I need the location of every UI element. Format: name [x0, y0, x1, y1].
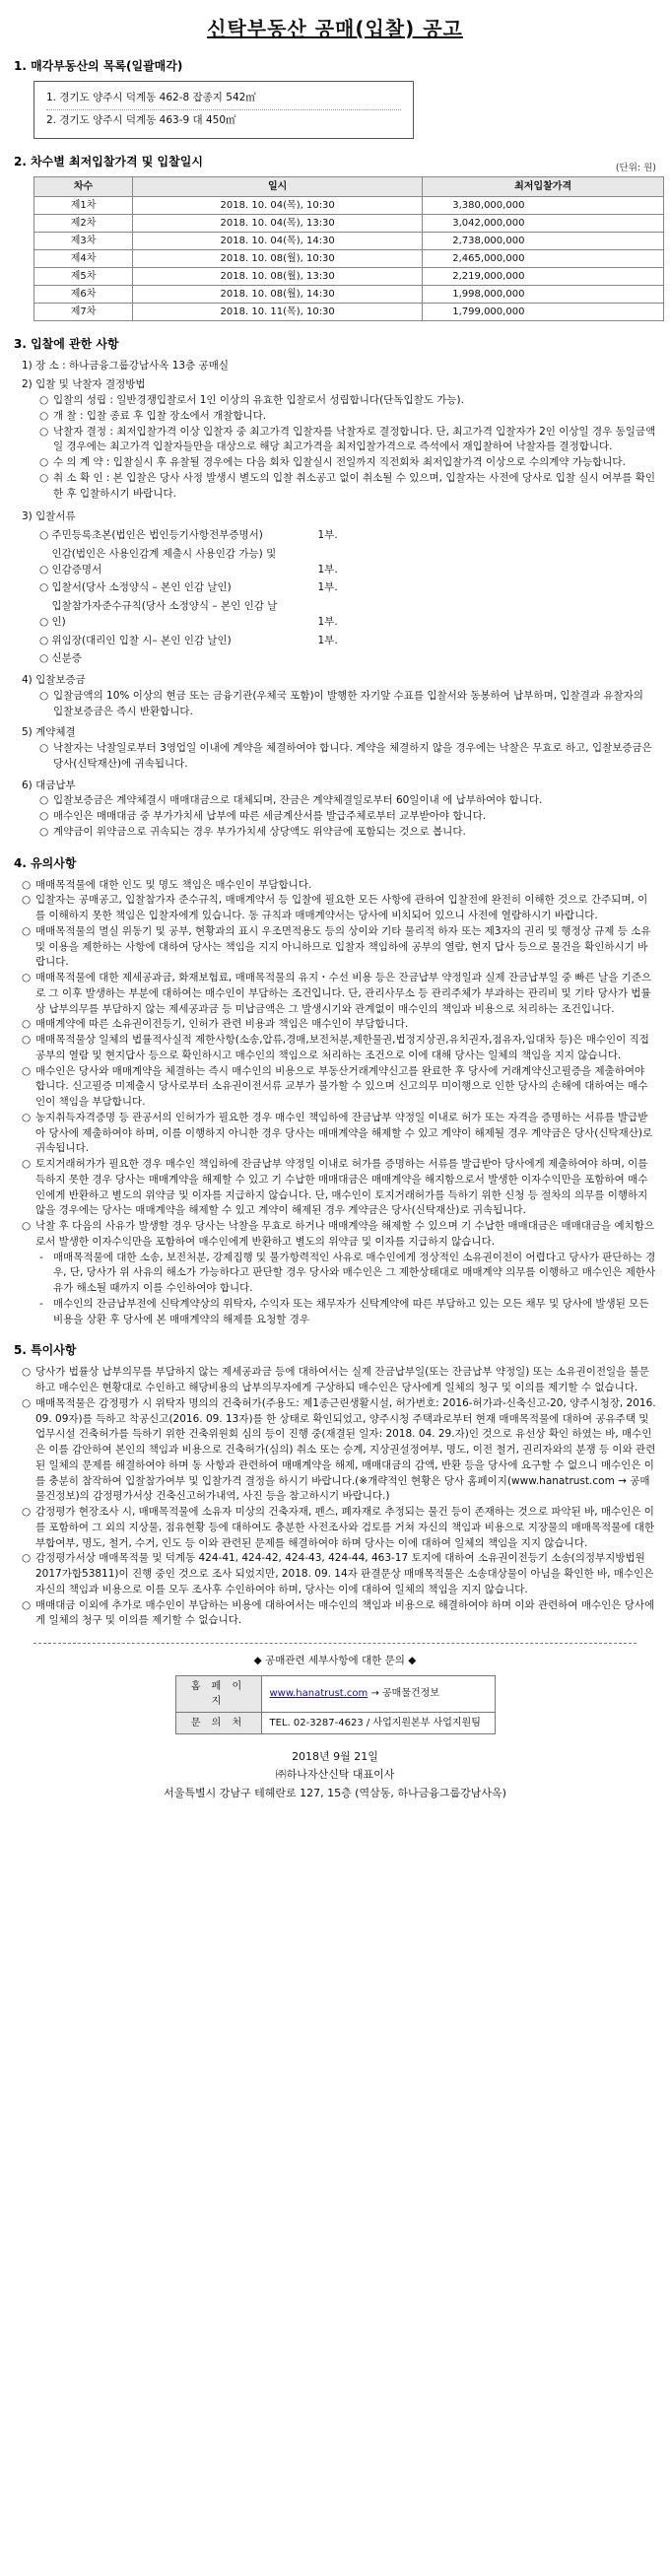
document-count: 1부. [317, 581, 338, 594]
document-name: 인감(법인은 사용인감계 제출시 사용인감 가능) 및 인감증명서 [51, 547, 277, 576]
document-item [39, 651, 656, 667]
document-name: 입찰서(당사 소정양식 – 본인 인감 날인) [51, 581, 232, 594]
table-cell: 2018. 10. 08(월), 13:30 [133, 267, 423, 285]
note-item [22, 893, 656, 924]
special-item-text: 감정평가서상 매매목적물 및 덕계동 424-41, 424-42, 424-43, 424-44, 463-17 토지에 대하여 소유권이전등기 소송(의정부지방법원 2017가합53811)이 진행 중인 것으로 조사 되었지만, 2018. 09. 14자 판결문상 매매목적물은 소송대상물이 아님을 확인한 바, 매수인은 자신의 책임과 비용으로 이를 모두 조사후 수인하여야 하며, 당사는 이에 대하여 일체의 책임을 지지 않습니다. [35, 1552, 654, 1595]
payment-heading: 6) 대금납부 [22, 779, 76, 791]
bullet-marker: ○ [39, 471, 49, 484]
bullet-marker: ○ [39, 581, 52, 594]
note-item [22, 1017, 656, 1033]
notes-sublist [39, 1251, 656, 1328]
method-item [39, 471, 656, 503]
document-name: 주민등록초본(법인은 법인등기사항전부증명서) [51, 529, 263, 541]
document-name: 위임장(대리인 입찰 시– 본인 인감 날인) [51, 634, 232, 646]
special-item-text: 매매대금 이외에 추가로 매수인이 부담하는 비용에 대하여서는 매수인의 책임과 비용으로 해결하여야 하며 이와 관련하여 매수인은 당사에게 일체의 청구 및 이의를 제기할 수 없습니다. [35, 1598, 655, 1627]
section-2-heading: 2. 차수별 최저입찰가격 및 입찰일시 [14, 154, 203, 169]
document-count: 1부. [317, 634, 338, 646]
special-item [22, 1598, 656, 1630]
payment-item [39, 809, 656, 825]
bullet-marker: ○ [22, 1552, 32, 1565]
note-item-text: 농지취득자격증명 등 관공서의 인허가가 필요한 경우 매수인 책임하에 잔금납부 약정일 이내로 허가 또는 자격을 증명하는 서류를 발급받아 당사에 제출하여야 하며, 이를 이행하지 아니한 경우 당사는 매매계약을 해제할 수 있고 계약이 해제될 경우 계약금은 당사(신탁재산)로 귀속됩니다. [35, 1111, 653, 1155]
note-subitem [39, 1251, 656, 1297]
note-item [22, 1111, 656, 1157]
note-item-text: 낙찰 후 다음의 사유가 발생할 경우 당사는 낙찰을 무효로 하거나 매매계약을 해제할 수 있으며 기 수납한 매매대금은 매매대금을 예치함으로서 발생한 이자수익만을 포함하여 매수인에게 반환하고 별도의 위약금 및 이자를 지급하지 않습니다. [35, 1220, 655, 1248]
method-item-text: 취 소 확 인 : 본 입찰은 당사 사정 발생시 별도의 입찰 취소공고 없이 취소될 수 있으며, 입찰자는 사전에 당사로 입찰 실시 여부를 확인한 후 입찰하시기 바랍니다. [53, 471, 656, 500]
property-item: 1. 경기도 양주시 덕계동 462-8 잡종지 542㎡ [46, 92, 256, 103]
table-cell: 2018. 10. 04(목), 10:30 [133, 196, 423, 214]
bullet-marker: ○ [22, 1034, 32, 1046]
note-item-text: 매매계약에 따른 소유권이전등기, 인허가 관련 비용과 책임은 매수인이 부담합니다. [35, 1018, 409, 1031]
table-row [34, 214, 664, 232]
contract-heading: 5) 계약체결 [22, 726, 76, 739]
bullet-marker: ○ [22, 894, 32, 907]
document-item [39, 528, 656, 544]
inquiry-value: TEL. 02-3287-4623 / 사업지원본부 사업지원팀 [261, 1712, 495, 1733]
deposit-item [39, 689, 656, 720]
table-cell: 1,799,000,000 [423, 303, 664, 320]
special-item [22, 1551, 656, 1597]
note-subitem-text: 매수인의 잔금납부전에 신탁계약상의 위탁자, 수익자 또는 채무자가 신탁계약에 따른 부담하고 있는 모든 채무 및 당사에 발생된 모든 비용을 상환 후 당사에 본 매매계약의 해제를 요청할 경우 [53, 1297, 649, 1325]
bullet-marker: - [39, 1251, 43, 1263]
bullet-marker: ○ [39, 689, 49, 702]
note-item-text: 매매목적물에 대한 인도 및 명도 책임은 매수인이 부담합니다. [35, 878, 312, 891]
note-item [22, 924, 656, 971]
bullet-marker: ○ [39, 652, 52, 665]
payment-item [39, 793, 656, 809]
column-header: 차수 [34, 176, 133, 196]
note-item [22, 878, 656, 894]
notice-date: 2018년 9월 21일 [292, 1749, 378, 1763]
bullet-marker: ○ [22, 1220, 32, 1232]
note-subitem [39, 1297, 656, 1328]
method-item-text: 낙찰자 결정 : 최저입찰가격 이상 입찰자 중 최고가격 입찰자를 낙찰자로 결정합니다. 단, 최고가격 입찰자가 2인 이상일 경우 동일금액일 경우에는 최고가격 입찰자들만을 대상으로 해당 최고가격을 최저입찰가격으로 즉석에서 재입찰하여 낙찰자를 결정합니다. [53, 425, 656, 453]
property-list [34, 81, 414, 139]
document-name: 신분증 [51, 652, 82, 665]
contract-list [39, 741, 656, 773]
document-item [39, 634, 656, 649]
note-item-text: 매매목적물에 대한 제세공과금, 화재보험료, 매매목적물의 유지・수선 비용 등은 잔금납부 약정일과 실제 잔금납부일 중 빠른 날을 기준으로 그 이후 발생하는 부분에 대하여는 매수인이 부담하는 조건입니다. 단, 관리사무소 등 관리주체가 부과하는 관리비 및 기타 당사가 법률상 납부의무를 부담하지 않는 제세공과금 등 미납금액은 그 발생시기와 관계없이 매수인의 책임과 비용으로 처리하는 조건입니다. [35, 972, 652, 1015]
table-row [34, 267, 664, 285]
method-item [39, 409, 656, 425]
homepage-link[interactable]: www.hanatrust.com [269, 1688, 368, 1700]
note-item [22, 971, 656, 1017]
bullet-marker: ○ [22, 1506, 32, 1518]
bullet-marker: ○ [39, 615, 52, 628]
document-item [39, 547, 656, 578]
payment-item-text: 입찰보증금은 계약체결시 매매대금으로 대체되며, 잔금은 계약체결일로부터 60일이내 에 납부하여야 합니다. [53, 794, 543, 807]
homepage-label: 홈 페 이 지 [175, 1675, 261, 1712]
bullet-marker: ○ [22, 972, 32, 983]
bullet-marker: ○ [39, 456, 49, 468]
table-cell: 제5차 [34, 267, 133, 285]
deposit-heading: 4) 입찰보증금 [22, 674, 86, 686]
note-item [22, 1157, 656, 1219]
method-item-text: 수 의 계 약 : 입찰실시 후 유찰될 경우에는 다음 회차 입찰실시 전일까지 직전회차 최저입찰가격 이상으로 수의계약 가능합니다. [53, 456, 626, 468]
note-item-text: 토지거래허가가 필요한 경우 매수인 책임하에 잔금납부 약정일 이내로 허가를 증명하는 서류를 발급받아 당사에게 제출하여야 하며, 이를 득하지 못한 경우 당사는 매매계약을 해제할 수 있고 기 수납한 매매대금은 매매계약을 해지함으로서 발생한 이자수익만을 포함하여 매수인에게 반환하고 별도의 위약금 및 이자를 지급하지 않습니다. 단, 매수인이 토지거래허가를 득하기 위한 신청 등 절차의 의무를 이행하지 않을 경우에는 당사는 매매계약을 해제할 수 있고 계약이 해제된 경우 계약금은 당사(신탁재산)로 귀속됩니다. [35, 1158, 648, 1217]
table-cell: 2,738,000,000 [423, 232, 664, 249]
notes-list [22, 878, 656, 1251]
bullet-marker: ○ [39, 563, 52, 576]
note-item-text: 매수인은 당사와 매매계약을 체결하는 즉시 매수인의 비용으로 부동산거래계약신고를 완료한 후 당사에 거래계약신고필증을 제출하여야 합니다. 신고필증 미제출시 당사로부터 소유권이전서류 교부가 불가할 수 있으며 신고의무 미이행으로 인한 당사의 손해에 대하여는 매수인이 책임을 부담합니다. [35, 1064, 648, 1108]
table-cell: 2,465,000,000 [423, 249, 664, 267]
special-item [22, 1365, 656, 1396]
method-item-text: 개 찰 : 입찰 종료 후 입찰 장소에서 개찰합니다. [53, 409, 267, 422]
table-cell: 3,042,000,000 [423, 214, 664, 232]
special-item [22, 1396, 656, 1505]
document-item [39, 599, 656, 631]
table-cell: 2018. 10. 08(월), 14:30 [133, 285, 423, 303]
company-name: ㈜하나자산신탁 대표이사 [275, 1768, 395, 1782]
note-item-text: 매매목적물상 일체의 법률적사실적 제한사항(소송,압류,경매,보전처분,제한물권,법정지상권,유치권자,점유자,임대차 등)은 매수인이 직접 공부의 열람 및 현지답사 등으로 확인하시고 매수인의 책임으로 처리하는 조건으로 이에 대해 당사는 일체의 책임을 지지 않습니다. [35, 1034, 649, 1061]
company-address: 서울특별시 강남구 테헤란로 127, 15층 (역삼동, 하나금융그룹강남사옥) [164, 1787, 506, 1800]
homepage-value [261, 1675, 495, 1712]
bullet-marker: ○ [39, 825, 49, 838]
table-row [34, 285, 664, 303]
documents-heading: 3) 입찰서류 [22, 510, 76, 523]
bullet-marker: ○ [22, 1598, 32, 1611]
section-1-heading: 1. 매각부동산의 목록(일괄매각) [14, 59, 183, 73]
bullet-marker: ○ [22, 1111, 32, 1123]
inquiry-label: 문 의 처 [175, 1712, 261, 1733]
bullet-marker: ○ [39, 634, 52, 646]
bullet-marker: ○ [22, 924, 32, 937]
bullet-marker: ○ [22, 1366, 32, 1379]
note-item-text: 입찰자는 공매공고, 입찰참가자 준수규칙, 매매계약서 등 입찰에 필요한 모든 사항에 관하여 입찰전에 완전히 이해한 것으로 간주되며, 이를 이해하지 못한 책임은 입찰자에게 있습니다. 동 규칙과 매매계약서는 당사에 비치되어 있으니 사전에 열람하시기 바랍니다. [35, 894, 648, 921]
bullet-marker: ○ [39, 394, 49, 406]
section-4-heading: 4. 유의사항 [14, 855, 77, 870]
note-subitem-text: 매매목적물에 대한 소송, 보전처분, 강제집행 및 불가항력적인 사유로 매수인에게 정상적인 소유권이전이 어렵다고 당사가 판단하는 경우, 단, 당사가 위 사유의 해소가 가능하다고 판단할 경우 당사와 매수인은 그 제한상태대로 매매계약 의무를 이행하고 매수인은 제한사유가 해소될 때까지 이를 수인하여야 합니다. [53, 1251, 656, 1294]
column-header: 일시 [133, 176, 423, 196]
method-item [39, 425, 656, 456]
special-item-text: 매매목적물은 감정평가 시 위탁자 명의의 건축허가(주용도: 제1종근린생활시설, 허가번호: 2016-허가과-신축신고-20, 양주시청장, 2016. 09. 09자)를 득하고 착공신고(2016. 09. 13자)를 한 상태로 확인되었고, 양주시청 주택과로부터 현재 매매목적물에 대하여 공유주택 및 업무시설 건축허가를 득하기 위한 건축위원회 심의 등이 진행 중(재결된 일자: 2018. 04. 29.자)인 것으로 유선상 확인 하였는 바, 매수인은 이를 감안하여 본인의 책임과 비용으로 건축허가(심의) 취소 또는 승계, 지상권설정여부, 명도, 이전 철거, 권리자와의 분쟁 등 이와 관련된 일체의 문제를 해결하여야 하며 동 사항과 관련하여 매매계약을 해제, 매매대금의 감액, 반환 등을 당사에 요구할 수 없으니 매수인은 이를 충분히 참작하여 입찰참가여부 및 입찰가격 결정을 하시기 바랍니다.(※개략적인 현황은 당사 홈페이지(www.hanatrust.com → 공매물건정보)의 감정평가서상 건축신고허가내역, 사진 등을 참고하시기 바랍니다.) [35, 1396, 656, 1503]
document-body [0, 57, 670, 1803]
section-5-heading: 5. 특이사항 [14, 1343, 77, 1358]
deposit-list [39, 689, 656, 720]
table-cell: 2018. 10. 04(목), 13:30 [133, 214, 423, 232]
bullet-marker: - [39, 1297, 43, 1310]
document-item [39, 580, 656, 596]
note-item-text: 매매목적물의 멸실 위동기 및 공부, 현황과의 표시 우조면적용도 등의 상이와 기타 물리적 하자 또는 제3자의 권리 및 행정상 규제 등 소유 및 이용을 제한하는 사항에 대하여 당사는 책임을 지지 아니하므로 입찰자 책임하에 공부의 열람, 현지 답사 등으로 물건을 확인하시기 바랍니다. [35, 924, 651, 969]
deposit-item-text: 입찰금액의 10% 이상의 현금 또는 금융기관(우체국 포함)이 발행한 자기앞 수표를 입찰서와 동봉하여 납부하며, 입찰결과 유찰자의 입찰보증금은 즉시 반환합니다. [53, 689, 643, 717]
bullet-marker: ○ [22, 1018, 32, 1031]
document-count: 1부. [317, 563, 338, 576]
place-line: 1) 장 소 : 하나금융그룹강남사옥 13층 공매실 [22, 359, 229, 372]
bullet-marker: ○ [39, 409, 49, 422]
schedule-rows [34, 196, 664, 320]
special-list [22, 1365, 656, 1629]
special-item-text: 당사가 법률상 납부의무를 부담하지 않는 제세공과금 등에 대하여서는 실제 잔금납부일(또는 잔금납부 약정일) 또는 소유권이전일을 불문하고 매수인은 현황대로 수인하고 해당비용의 납부의무자에게 구상하되 매수인은 당사에게 일체의 청구 및 이의를 제기할 수 없습니다. [35, 1366, 649, 1393]
method-heading: 2) 입찰 및 낙찰자 결정방법 [22, 378, 146, 391]
method-item-text: 입찰의 성립 : 일반경쟁입찰로서 1인 이상의 유효한 입찰로서 성립합니다(단독입찰도 가능). [53, 394, 464, 406]
unit-label: (단위: 원) [615, 163, 656, 174]
note-item [22, 1219, 656, 1251]
section-3-heading: 3. 입찰에 관한 사항 [14, 336, 119, 351]
payment-item-text: 매수인은 매매대금 중 부가가치세 납부에 따른 세금계산서를 발급주체로부터 교부받아야 합니다. [53, 810, 487, 822]
payment-item [39, 825, 656, 841]
document-count: 1부. [317, 529, 338, 541]
column-header: 최저입찰가격 [423, 176, 664, 196]
method-list [39, 393, 656, 502]
table-cell: 제2차 [34, 214, 133, 232]
bullet-marker: ○ [22, 1064, 32, 1077]
documents-list [39, 528, 656, 667]
table-cell: 2,219,000,000 [423, 267, 664, 285]
document-name: 입찰참가자준수규칙(당사 소정양식 – 본인 인감 날인) [51, 600, 278, 628]
table-cell: 제4차 [34, 249, 133, 267]
note-item [22, 1033, 656, 1064]
bullet-marker: ○ [22, 878, 32, 891]
contract-item-text: 낙찰자는 낙찰일로부터 3영업일 이내에 계약을 체결하여야 합니다. 계약을 체결하지 않을 경우에는 낙찰은 무효로 하고, 입찰보증금은 당사(신탁재산)에 귀속됩니다. [53, 742, 652, 770]
table-cell: 제3차 [34, 232, 133, 249]
table-row [34, 303, 664, 320]
bullet-marker: ○ [39, 425, 49, 438]
homepage-path: → 공매물건정보 [370, 1688, 439, 1700]
table-row [34, 249, 664, 267]
table-cell: 1,998,000,000 [423, 285, 664, 303]
payment-item-text: 계약금이 위약금으로 귀속되는 경우 부가가치세 상당액도 위약금에 포함되는 것으로 봅니다. [53, 825, 466, 838]
table-cell: 제6차 [34, 285, 133, 303]
table-row [34, 232, 664, 249]
payment-list [39, 793, 656, 840]
method-item [39, 455, 656, 471]
bullet-marker: ○ [22, 1396, 32, 1409]
page-title: 신탁부동산 공매(입찰) 공고 [207, 17, 463, 40]
special-item [22, 1505, 656, 1551]
table-cell: 제7차 [34, 303, 133, 320]
table-cell: 제1차 [34, 196, 133, 214]
bullet-marker: ○ [39, 529, 52, 541]
bullet-marker: ○ [22, 1158, 32, 1170]
bullet-marker: ○ [39, 810, 49, 822]
bullet-marker: ○ [39, 742, 49, 754]
contact-heading: ◆ 공매관련 세부사항에 대한 문의 ◆ [253, 1655, 417, 1666]
bullet-marker: ○ [39, 794, 49, 807]
contact-table [175, 1675, 496, 1734]
divider [34, 1643, 636, 1644]
table-row [34, 196, 664, 214]
method-item [39, 393, 656, 409]
special-item-text: 감정평가 현장조사 시, 매매목적물에 소유자 미상의 건축자재, 펜스, 폐자재로 추정되는 물건 등이 존재하는 것으로 파악된 바, 매수인은 이를 포함하여 그 외의 지상물, 점유현황 등에 대하여도 충분한 사전조사와 검토를 거쳐 자신의 책임과 비용으로 지장물의 매매목적물에 대한 부합여부, 명도, 철거, 수거, 인도 등 이와 관련된 문제를 해결하여야 하며 당사는 이에 대하여 일체의 책임을 지지 않습니다. [35, 1506, 655, 1549]
note-item [22, 1064, 656, 1111]
property-item: 2. 경기도 양주시 덕계동 463-9 대 450㎡ [46, 109, 401, 132]
document-count: 1부. [317, 615, 338, 628]
table-cell: 3,380,000,000 [423, 196, 664, 214]
table-cell: 2018. 10. 11(목), 10:30 [133, 303, 423, 320]
footer [14, 1748, 656, 1803]
schedule-table [34, 176, 664, 321]
table-cell: 2018. 10. 08(월), 10:30 [133, 249, 423, 267]
table-cell: 2018. 10. 04(목), 14:30 [133, 232, 423, 249]
contract-item [39, 741, 656, 773]
